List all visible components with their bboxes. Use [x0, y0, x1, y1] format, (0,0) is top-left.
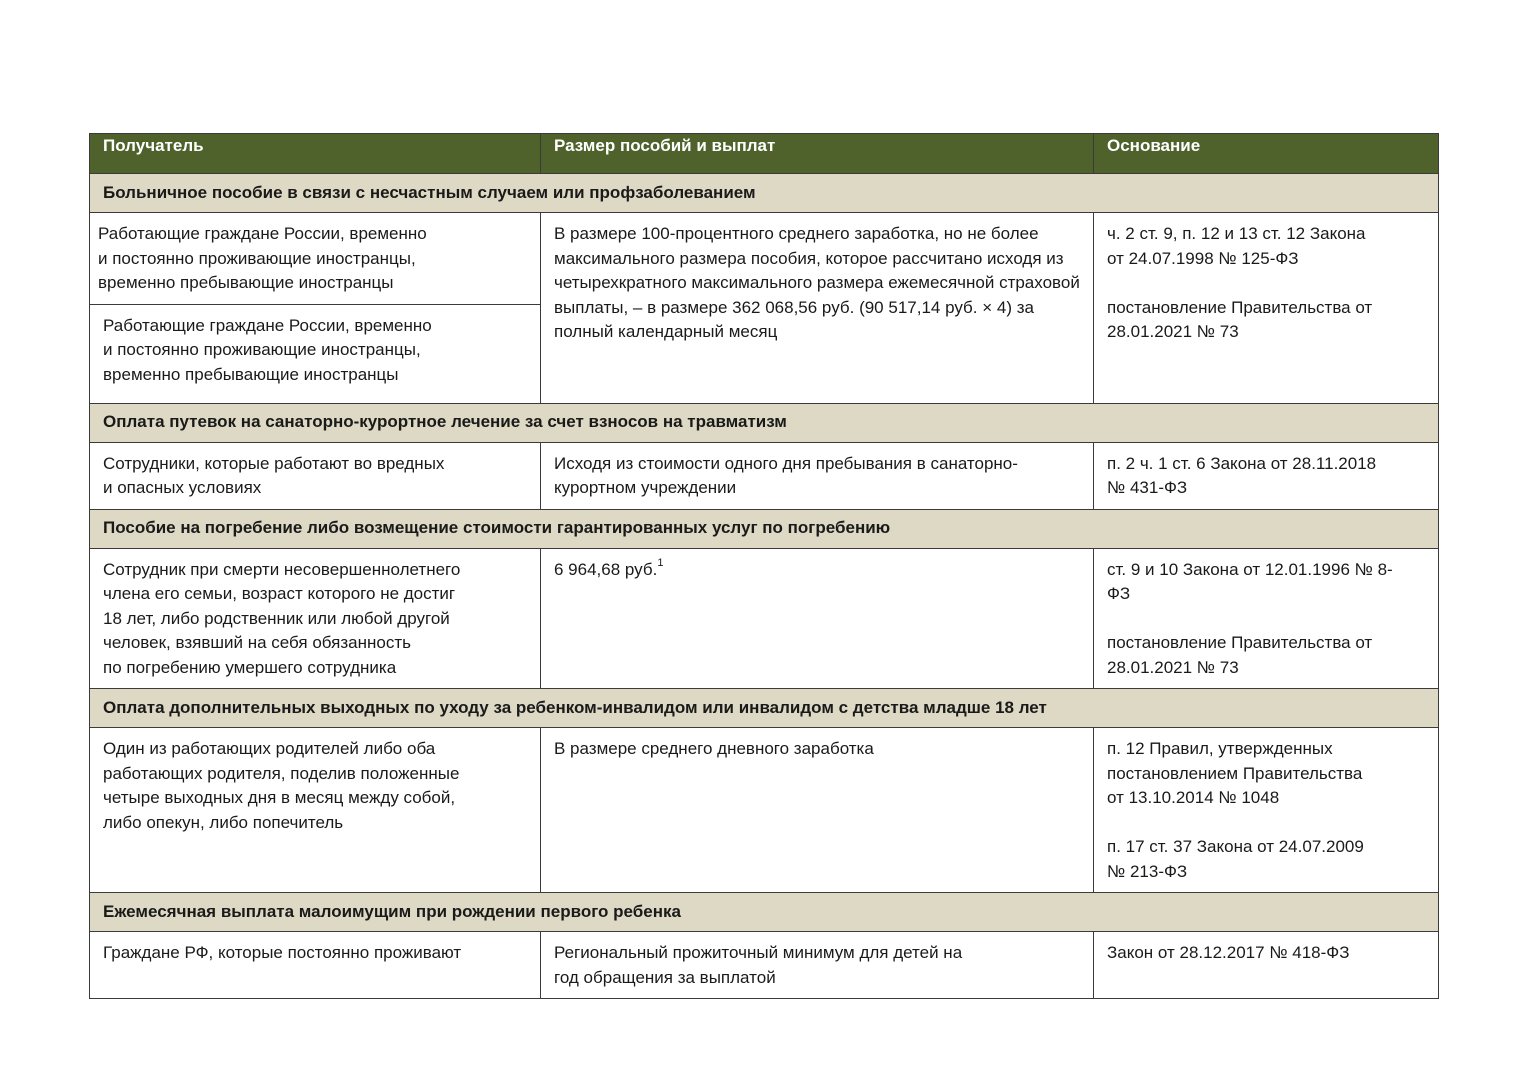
section-title: Ежемесячная выплата малоимущим при рождении первого ребенка	[90, 893, 1439, 932]
section-header	[90, 403, 1439, 442]
recipient-cell: Граждане РФ, которые постоянно проживают	[90, 932, 541, 999]
recipient-cell: Работающие граждане России, временно и постоянно проживающие иностранцы, временно пребывающие иностранцы	[90, 304, 541, 403]
benefits-table	[89, 133, 1439, 999]
section-title: Больничное пособие в связи с несчастным случаем или профзаболеванием	[90, 174, 1439, 213]
basis-cell: Закон от 28.12.2017 № 418-ФЗ	[1094, 932, 1439, 999]
basis-cell	[1094, 728, 1439, 893]
basis-text: ст. 9 и 10 Закона от 12.01.1996 № 8- ФЗ	[1107, 559, 1393, 603]
recipient-cell: Работающие граждане России, временно и постоянно проживающие иностранцы, временно пребывающие иностранцы	[90, 213, 541, 305]
header-basis: Основание	[1094, 134, 1439, 174]
basis-text: п. 17 ст. 37 Закона от 24.07.2009 № 213-ФЗ	[1107, 837, 1364, 881]
basis-text: постановление Правительства от 28.01.2021 № 73	[1107, 297, 1373, 341]
table-row	[90, 548, 1439, 689]
amount-cell: Региональный прожиточный минимум для детей на год обращения за выплатой	[541, 932, 1094, 999]
table-header	[90, 134, 1439, 174]
amount-cell	[541, 548, 1094, 689]
basis-cell	[1094, 213, 1439, 404]
recipient-cell: Сотрудник при смерти несовершеннолетнего члена его семьи, возраст которого не достиг 18 лет, либо родственник или любой другой человек, взявший на себя обязанность по погребению умершего сотрудника	[90, 548, 541, 689]
header-amount: Размер пособий и выплат	[541, 134, 1094, 174]
amount-text: 6 964,68 руб.	[554, 559, 658, 579]
amount-cell: Исходя из стоимости одного дня пребывания в санаторно- курортном учреждении	[541, 442, 1094, 509]
table-row	[90, 728, 1439, 893]
table-row	[90, 932, 1439, 999]
footnote-marker: 1	[657, 556, 664, 569]
table-row	[90, 442, 1439, 509]
section-header	[90, 509, 1439, 548]
basis-text: постановление Правительства от 28.01.2021 № 73	[1107, 633, 1373, 677]
basis-text: п. 12 Правил, утвержденных постановлением Правительства от 13.10.2014 № 1048	[1107, 739, 1363, 807]
section-header	[90, 689, 1439, 728]
recipient-cell: Сотрудники, которые работают во вредных и опасных условиях	[90, 442, 541, 509]
header-recipient: Получатель	[90, 134, 541, 174]
section-header	[90, 174, 1439, 213]
section-title: Пособие на погребение либо возмещение стоимости гарантированных услуг по погребению	[90, 509, 1439, 548]
amount-cell: В размере 100-процентного среднего заработка, но не более максимального размера пособия, которое рассчитано исходя из четырехкратного максимального размера ежемесячной страховой выплаты, – в размере 362 068,56 руб. (90 517,14 руб. × 4) за полный календарный месяц	[541, 213, 1094, 404]
section-title: Оплата путевок на санаторно-курортное лечение за счет взносов на травматизм	[90, 403, 1439, 442]
basis-cell	[1094, 548, 1439, 689]
section-title: Оплата дополнительных выходных по уходу за ребенком-инвалидом или инвалидом с детства младше 18 лет	[90, 689, 1439, 728]
basis-cell: п. 2 ч. 1 ст. 6 Закона от 28.11.2018 № 431-ФЗ	[1094, 442, 1439, 509]
section-header	[90, 893, 1439, 932]
recipient-cell: Один из работающих родителей либо оба работающих родителя, поделив положенные четыре выходных дня в месяц между собой, либо опекун, либо попечитель	[90, 728, 541, 893]
basis-text: ч. 2 ст. 9, п. 12 и 13 ст. 12 Закона от 24.07.1998 № 125-ФЗ	[1107, 224, 1366, 268]
amount-cell: В размере среднего дневного заработка	[541, 728, 1094, 893]
table-row	[90, 213, 1439, 305]
